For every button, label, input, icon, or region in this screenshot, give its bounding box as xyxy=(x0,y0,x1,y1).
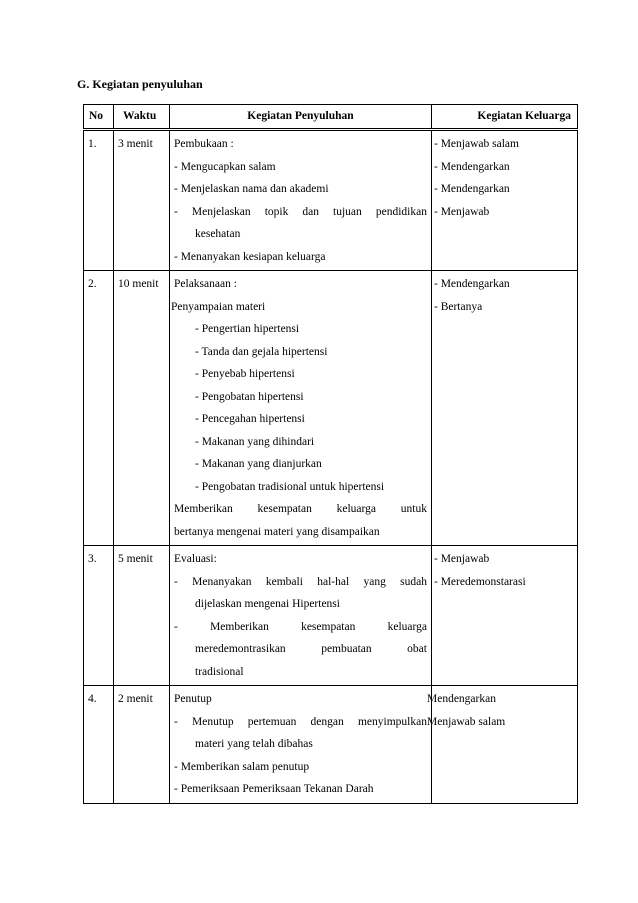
activity-line-justified: - Memberikan kesempatan keluarga xyxy=(174,620,427,633)
table-row xyxy=(84,546,578,686)
penyuluhan-cell xyxy=(170,686,432,804)
activity-line: - Menjelaskan nama dan akademi xyxy=(174,183,329,195)
keluarga-cell xyxy=(427,686,578,804)
family-activity: Mendengarkan xyxy=(427,693,496,705)
row-time: 3 menit xyxy=(114,130,170,271)
row-time: 5 menit xyxy=(114,546,170,686)
table-row xyxy=(84,271,578,546)
row-number: 3. xyxy=(84,546,114,686)
keluarga-cell xyxy=(432,271,578,546)
activity-line-continued: materi yang telah dibahas xyxy=(195,738,313,750)
activity-line-justified: Memberikan kesempatan keluarga untuk xyxy=(174,503,427,515)
activity-line-continued: bertanya mengenai materi yang disampaikan xyxy=(174,525,380,538)
row-time: 2 menit xyxy=(114,686,170,804)
family-activity: - Meredemonstarasi xyxy=(434,575,526,588)
penyuluhan-cell xyxy=(170,271,432,546)
row-number: 2. xyxy=(84,271,114,546)
table-header-row xyxy=(84,105,578,130)
activity-line: - Pemeriksaan Pemeriksaan Tekanan Darah xyxy=(174,783,374,795)
header-no: No xyxy=(84,105,114,130)
row-time: 10 menit xyxy=(114,271,170,546)
family-activity: - Menjawab salam xyxy=(434,138,519,150)
table-row xyxy=(84,130,578,271)
family-activity: - Bertanya xyxy=(434,300,483,313)
penyuluhan-cell xyxy=(170,546,432,686)
activity-title: Pelaksanaan : xyxy=(174,278,237,290)
activity-line-justified: - Menutup pertemuan dengan menyimpulkan xyxy=(174,715,427,728)
material-item: - Tanda dan gejala hipertensi xyxy=(195,345,328,358)
material-item: - Penyebab hipertensi xyxy=(195,368,295,380)
activity-line-justified: - Menjelaskan topik dan tujuan pendidikan xyxy=(174,205,427,218)
activity-line: - Memberikan salam penutup xyxy=(174,760,310,773)
row-number: 4. xyxy=(84,686,114,804)
row-number: 1. xyxy=(84,130,114,271)
activity-line-continued: kesehatan xyxy=(195,228,241,240)
activity-line: - Menanyakan kesiapan keluarga xyxy=(174,250,326,263)
activity-line: - Mengucapkan salam xyxy=(174,160,276,173)
table-row xyxy=(84,686,578,804)
activity-subtitle: Penyampaian materi xyxy=(171,300,266,313)
family-activity: Menjawab salam xyxy=(427,715,506,728)
activity-line-justified: - Menanyakan kembali hal-hal yang sudah xyxy=(174,575,427,588)
material-item: - Makanan yang dihindari xyxy=(195,435,315,448)
activity-table xyxy=(83,104,578,804)
family-activity: - Menjawab xyxy=(434,205,490,218)
activity-line-continued: dijelaskan mengenai Hipertensi xyxy=(195,598,340,610)
activity-title: Penutup xyxy=(174,693,212,705)
penyuluhan-cell xyxy=(170,130,432,271)
section-heading: G. Kegiatan penyuluhan xyxy=(77,77,203,91)
header-kegiatan-penyuluhan: Kegiatan Penyuluhan xyxy=(170,105,432,130)
keluarga-cell xyxy=(432,546,578,686)
material-item: - Pengertian hipertensi xyxy=(195,323,300,335)
keluarga-cell xyxy=(432,130,578,271)
activity-line-justified: meredemontrasikan pembuatan obat xyxy=(195,643,427,655)
material-item: - Pengobatan tradisional untuk hipertensi xyxy=(195,480,385,493)
family-activity: - Mendengarkan xyxy=(434,278,510,290)
material-item: - Pengobatan hipertensi xyxy=(195,390,304,403)
header-waktu: Waktu xyxy=(114,105,170,130)
activity-line-continued: tradisional xyxy=(195,665,244,678)
activity-title: Pembukaan : xyxy=(174,138,234,150)
family-activity: - Mendengarkan xyxy=(434,160,510,173)
activity-title: Evaluasi: xyxy=(174,553,217,565)
family-activity: - Mendengarkan xyxy=(434,183,510,195)
header-kegiatan-keluarga: Kegiatan Keluarga xyxy=(432,105,578,130)
material-item: - Makanan yang dianjurkan xyxy=(195,458,322,470)
family-activity: - Menjawab xyxy=(434,553,490,565)
material-item: - Pencegahan hipertensi xyxy=(195,413,305,425)
